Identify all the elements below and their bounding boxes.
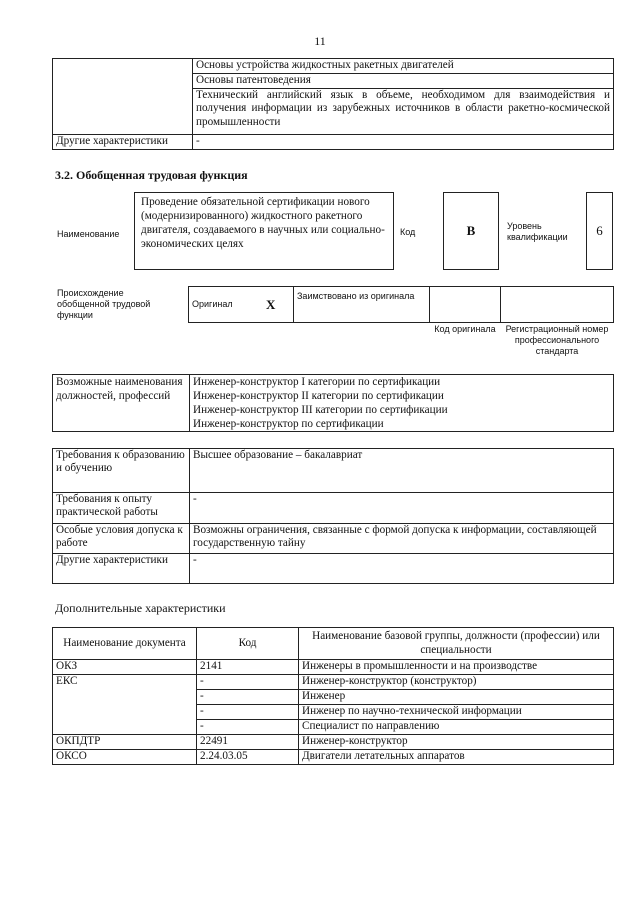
requirement-label: Другие характеристики: [53, 554, 190, 584]
origin-table: [188, 286, 614, 323]
original-code-cell: [430, 287, 501, 323]
function-name-label: Наименование: [57, 229, 120, 239]
table-row-code: -: [197, 705, 299, 720]
function-name-value: [134, 192, 394, 270]
registration-number-caption: Регистрационный номер профессионального стандарта: [505, 324, 609, 356]
original-code-caption: Код оригинала: [434, 324, 496, 334]
table-row-name: Инженер-конструктор: [299, 735, 614, 750]
table-row-code: -: [197, 690, 299, 705]
table-row-name: Инженеры в промышленности и на производстве: [299, 660, 614, 675]
section-title: 3.2. Обобщенная трудовая функция: [55, 168, 248, 182]
positions-label: Возможные наименования должностей, профессий: [53, 375, 190, 432]
requirements-table: [52, 448, 614, 584]
position-item: Инженер-конструктор I категории по сертификации: [193, 376, 441, 388]
function-code-box: [443, 192, 499, 270]
top-table-row: Основы устройства жидкостных ракетных двигателей: [193, 59, 614, 74]
page-number: 11: [314, 34, 326, 48]
positions-list: [190, 375, 614, 432]
table-row-code: -: [197, 675, 299, 690]
function-code-label: Код: [400, 227, 416, 237]
requirement-value: -: [190, 554, 614, 584]
table-row-name: Инженер по научно-технической информации: [299, 705, 614, 720]
other-characteristics-label: Другие характеристики: [53, 135, 193, 150]
requirement-value: Высшее образование – бакалавриат: [190, 449, 614, 493]
origin-label: Происхождение обобщенной трудовой функции: [57, 288, 151, 320]
top-table-row: Основы патентоведения: [193, 74, 614, 89]
function-name-text: Проведение обязательной сертификации нового (модернизированного) жидкостного ракетного двигателя, создаваемого в научных или социально-экономических целях: [141, 196, 385, 250]
table-row-name: Двигатели летательных аппаратов: [299, 750, 614, 765]
additional-title: Дополнительные характеристики: [55, 601, 226, 615]
table-row-doc: ОКПДТР: [53, 735, 197, 750]
qualification-level-box: [586, 192, 613, 270]
table-row-code: 2141: [197, 660, 299, 675]
requirement-value: Возможны ограничения, связанные с формой допуска к информации, составляющей государственную тайну: [190, 524, 614, 554]
table-row-doc: ОКЗ: [53, 660, 197, 675]
registration-number-cell: [501, 287, 614, 323]
header-code: Код: [197, 628, 299, 660]
top-table: [52, 58, 614, 150]
position-item: Инженер-конструктор III категории по сертификации: [193, 404, 448, 416]
position-item: Инженер-конструктор II категории по сертификации: [193, 390, 444, 402]
additional-table: [52, 627, 614, 765]
table-row-name: Специалист по направлению: [299, 720, 614, 735]
original-mark: X: [249, 287, 294, 323]
table-row-code: 2.24.03.05: [197, 750, 299, 765]
table-row-doc: ЕКС: [53, 675, 197, 735]
table-row-code: 22491: [197, 735, 299, 750]
requirement-label: Требования к опыту практической работы: [53, 493, 190, 524]
top-table-empty-cell: [53, 59, 193, 135]
table-row-doc: ОКСО: [53, 750, 197, 765]
table-row-code: -: [197, 720, 299, 735]
header-document: Наименование документа: [53, 628, 197, 660]
qualification-level-value: 6: [596, 223, 603, 238]
table-row-name: Инженер: [299, 690, 614, 705]
original-label: Оригинал: [189, 287, 249, 323]
positions-table: [52, 374, 614, 432]
borrowed-label: Заимствовано из оригинала: [294, 287, 430, 323]
requirement-label: Особые условия допуска к работе: [53, 524, 190, 554]
qualification-level-label: Уровень квалификации: [507, 221, 568, 242]
requirement-label: Требования к образованию и обучению: [53, 449, 190, 493]
header-name: Наименование базовой группы, должности (профессии) или специальности: [299, 628, 614, 660]
requirement-value: -: [190, 493, 614, 524]
position-item: Инженер-конструктор по сертификации: [193, 418, 384, 430]
top-table-row: Технический английский язык в объеме, необходимом для взаимодействия и получения информации из зарубежных источников в области ракетно-космической промышленности: [193, 89, 614, 135]
function-code-value: B: [466, 223, 476, 238]
other-characteristics-value: -: [193, 135, 614, 150]
table-row-name: Инженер-конструктор (конструктор): [299, 675, 614, 690]
